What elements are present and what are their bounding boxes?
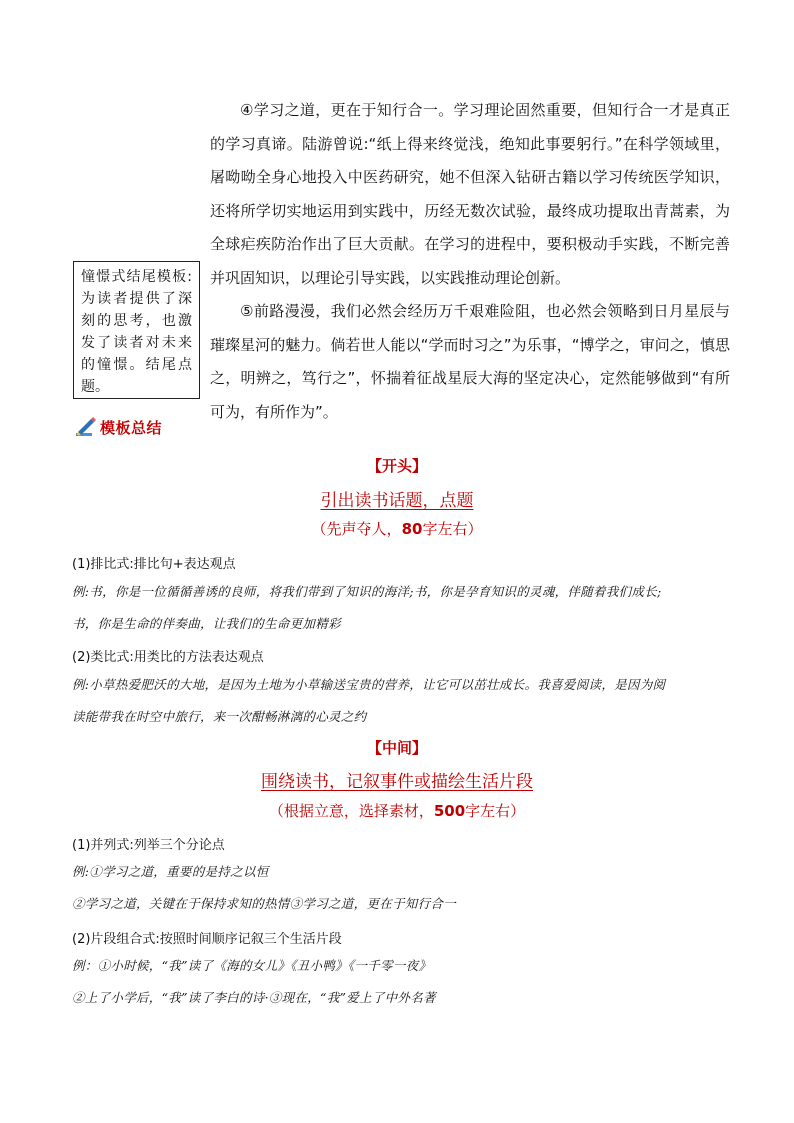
pencil-icon xyxy=(72,414,98,440)
opening-example-2-line-1: 例:小草热爱肥沃的大地，是因为土地为小草输送宝贵的营养，让它可以茁壮成长。我喜爱阅读，是因为阅 xyxy=(72,677,666,692)
summary-title: 模板总结 xyxy=(100,418,163,437)
opening-item-1: (1)排比式:排比句+表达观点 xyxy=(72,557,236,572)
middle-example-2-line-2: ②上了小学后，“我”读了李白的诗·③现在，“我”爱上了中外名著 xyxy=(72,990,436,1005)
middle-note-prefix: （根据立意，选择素材， xyxy=(268,802,434,820)
middle-example-1 xyxy=(72,856,732,920)
summary-heading xyxy=(72,413,162,441)
opening-subtitle xyxy=(0,486,794,511)
middle-item-2: (2)片段组合式:按照时间顺序记叙三个生活片段 xyxy=(72,932,342,947)
opening-example-1 xyxy=(72,576,732,640)
essay-paragraph-5: ⑤前路漫漫，我们必然会经历万千艰难险阻，也必然会领略到日月星辰与璀璨星河的魅力。倘若世人能以“学而时习之”为乐事，“博学之，审问之，慎思之，明辨之，笃行之”，怀揣着征战星辰大海的坚定决心，定然能够做到“有所可为，有所作为”。 xyxy=(210,302,730,421)
middle-note-count: 500 xyxy=(433,802,466,820)
opening-note-suffix: 字左右） xyxy=(422,520,483,538)
middle-item-1: (1)并列式:列举三个分论点 xyxy=(72,838,225,853)
opening-example-2-line-2: 读能带我在时空中旅行，来一次酣畅淋漓的心灵之约 xyxy=(72,709,367,724)
middle-note xyxy=(0,800,794,821)
opening-item-2: (2)类比式:用类比的方法表达观点 xyxy=(72,650,264,665)
opening-bracket-title: 【开头】 xyxy=(366,457,427,475)
middle-bracket-title: 【中间】 xyxy=(366,739,427,757)
opening-note xyxy=(0,518,794,539)
middle-subtitle xyxy=(0,767,794,792)
essay-paragraph-4: ④学习之道，更在于知行合一。学习理论固然重要，但知行合一才是真正的学习真谛。陆游曾说:“纸上得来终觉浅，绝知此事要躬行。”在科学领域里，屠呦呦全身心地投入中医药研究，她不但深入钻研古籍以学习传统医学知识，还将所学切实地运用到实践中，历经无数次试验，最终成功提取出青蒿素，为全球疟疾防治作出了巨大贡献。在学习的进程中，要积极动手实践，不断完善并巩固知识，以理论引导实践，以实践推动理论创新。 xyxy=(210,101,730,287)
middle-example-2-line-1: 例：①小时候，“我”读了《海的女儿》《丑小鸭》《一千零一夜》 xyxy=(72,958,432,973)
opening-example-2 xyxy=(72,669,732,733)
middle-note-suffix: 字左右） xyxy=(465,802,526,820)
opening-note-prefix: （先声夺人， xyxy=(311,520,402,538)
essay-body xyxy=(210,94,730,429)
ending-template-note: 憧憬式结尾模板:为读者提供了深刻的思考，也激发了读者对未来的憧憬。结尾点题。 xyxy=(73,261,200,399)
opening-example-1-line-1: 例:书，你是一位循循善诱的良师，将我们带到了知识的海洋;书，你是孕育知识的灵魂，伴随着我们成长; xyxy=(72,584,662,599)
middle-example-2 xyxy=(72,950,732,1014)
opening-subtitle-text: 引出读书话题，点题 xyxy=(320,491,474,511)
middle-example-1-line-1: 例:①学习之道，重要的是持之以恒 xyxy=(72,864,269,879)
opening-example-1-line-2: 书，你是生命的伴奏曲，让我们的生命更加精彩 xyxy=(72,616,341,631)
opening-note-count: 80 xyxy=(401,520,423,538)
middle-subtitle-text: 围绕读书，记叙事件或描绘生活片段 xyxy=(261,772,533,792)
middle-example-1-line-2: ②学习之道，关键在于保持求知的热情③学习之道，更在于知行合一 xyxy=(72,896,457,911)
